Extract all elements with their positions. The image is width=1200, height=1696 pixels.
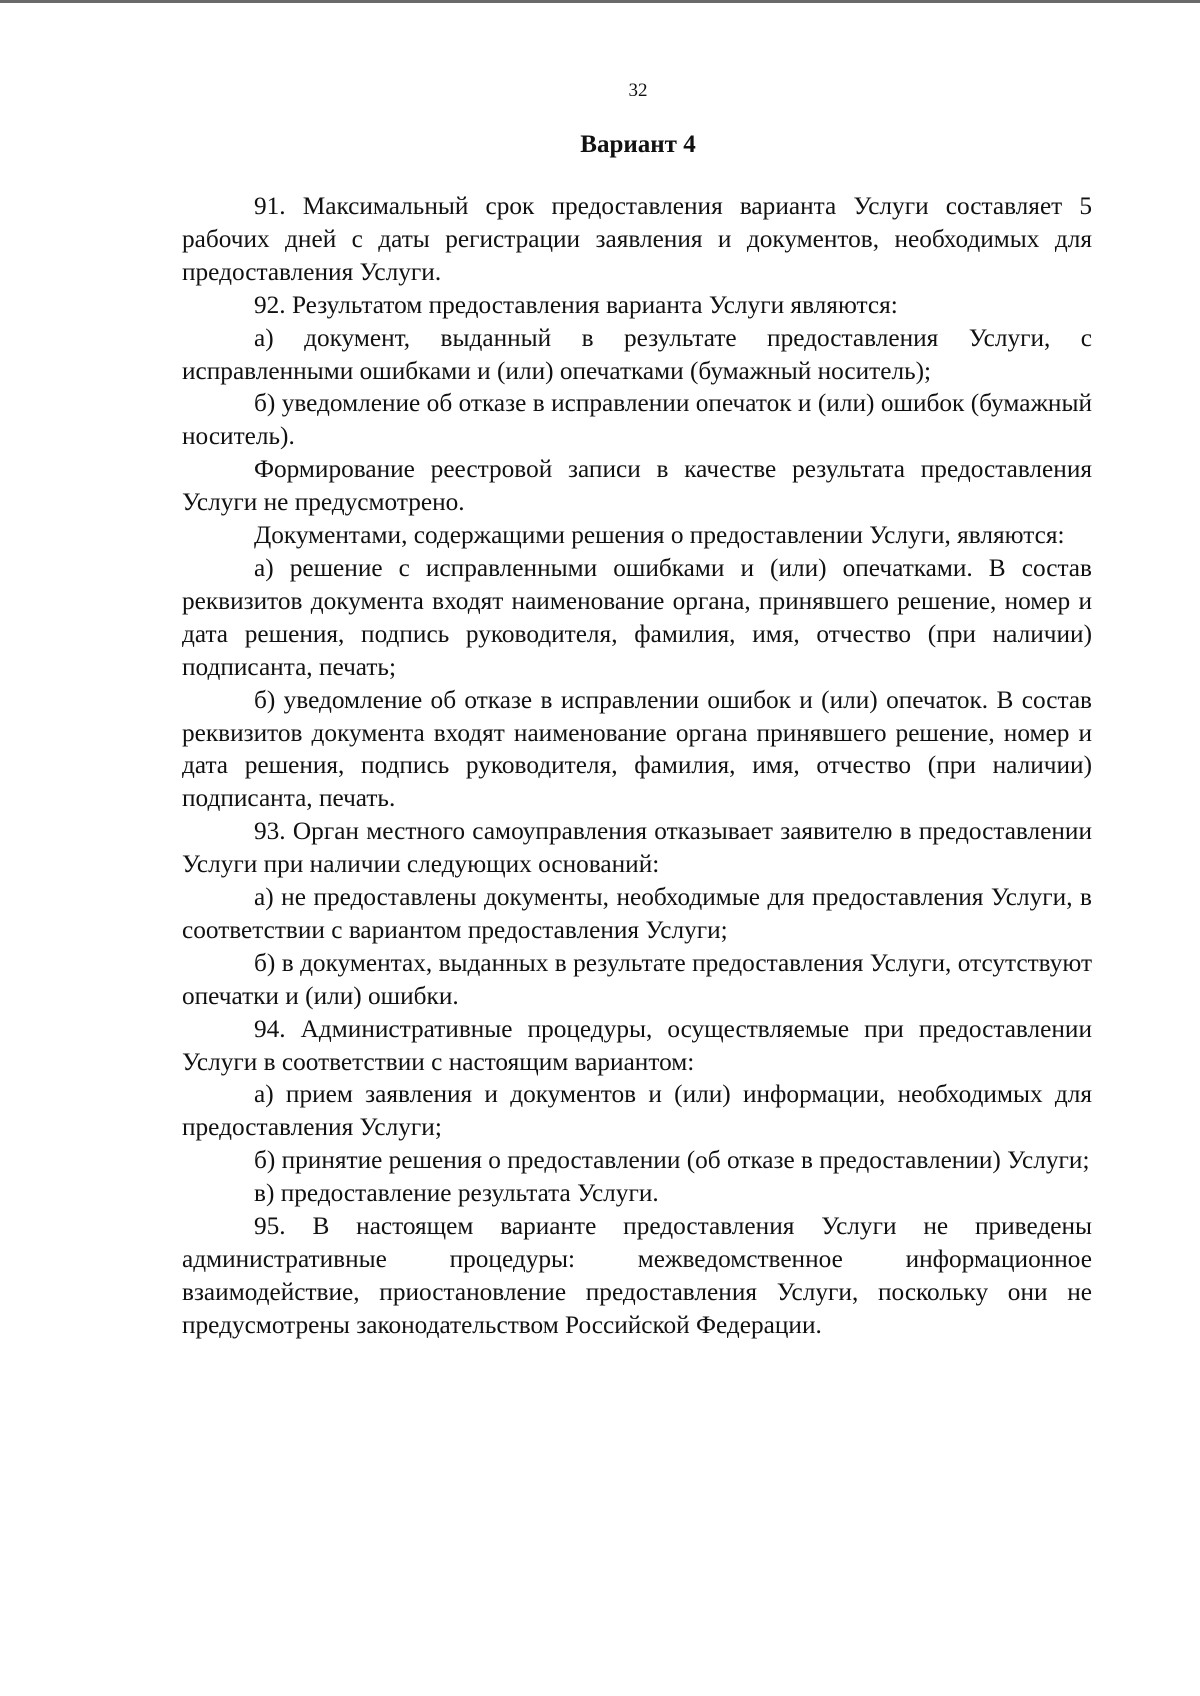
paragraph-94: 94. Административные процедуры, осуществляемые при предоставлении Услуги в соответствии с настоящим вариантом: [182, 1014, 1092, 1076]
paragraph-92-item-a: а) документ, выданный в результате предоставления Услуги, с исправленными ошибками и (или) опечатками (бумажный носитель); [182, 323, 1092, 385]
document-body [182, 190, 1092, 1342]
page-top-edge-rule [0, 0, 1200, 3]
paragraph-94-item-b: б) принятие решения о предоставлении (об отказе в предоставлении) Услуги; [254, 1146, 1090, 1175]
paragraph-92-item-b: б) уведомление об отказе в исправлении опечаток и (или) ошибок (бумажный носитель). [182, 389, 1092, 451]
paragraph-95: 95. В настоящем варианте предоставления Услуги не приведены административные процедуры: межведомственное информационное взаимодействие, приостановление предоставления Услуги, поскольку они не предусмотрены законодательством Российской Федерации. [182, 1212, 1092, 1339]
paragraph-91: 91. Максимальный срок предоставления варианта Услуги составляет 5 рабочих дней с даты регистрации заявления и документов, необходимых для предоставления Услуги. [182, 192, 1092, 286]
paragraph-94-item-c: в) предоставление результата Услуги. [254, 1179, 659, 1208]
paragraph-94-item-a: а) прием заявления и документов и (или) информации, необходимых для предоставления Услуги; [182, 1080, 1092, 1142]
paragraph-92: 92. Результатом предоставления варианта Услуги являются: [254, 290, 898, 319]
section-title: Вариант 4 [580, 131, 696, 158]
paragraph-registry-record: Формирование реестровой записи в качестве результата предоставления Услуги не предусмотрено. [182, 455, 1092, 517]
paragraph-93-item-a: а) не предоставлены документы, необходимые для предоставления Услуги, в соответствии с вариантом предоставления Услуги; [182, 883, 1092, 944]
paragraph-decision-documents: Документами, содержащими решения о предоставлении Услуги, являются: [254, 521, 1065, 550]
page-number: 32 [628, 80, 648, 101]
paragraph-decision-documents-item-b: б) уведомление об отказе в исправлении ошибок и (или) опечаток. В состав реквизитов документа входят наименование органа принявшего решение, номер и дата решения, подпись руководителя, фамилия, имя, отчество (при наличии) подписанта, печать. [182, 685, 1092, 813]
paragraph-93-item-b: б) в документах, выданных в результате предоставления Услуги, отсутствуют опечатки и (или) ошибки. [182, 948, 1092, 1010]
paragraph-decision-documents-item-a: а) решение с исправленными ошибками и (или) опечатками. В состав реквизитов документа входят наименование органа, принявшего решение, номер и дата решения, подпись руководителя, фамилия, имя, отчество (при наличии) подписанта, печать; [182, 553, 1092, 681]
paragraph-93: 93. Орган местного самоуправления отказывает заявителю в предоставлении Услуги при наличии следующих оснований: [182, 817, 1092, 879]
